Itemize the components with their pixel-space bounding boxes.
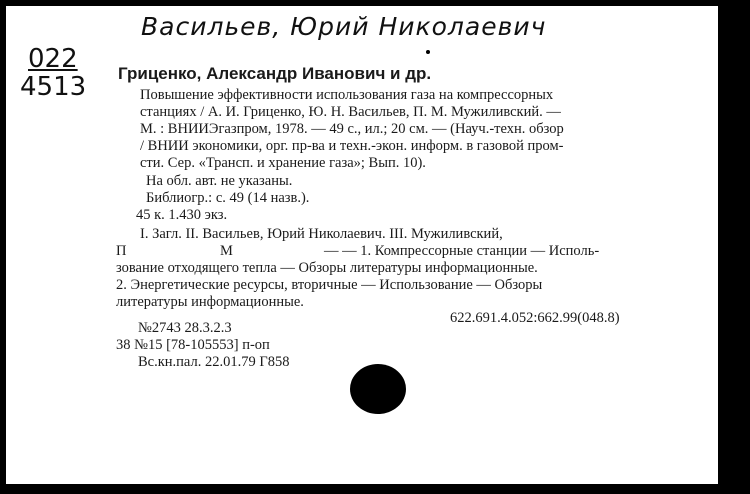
body-line-1: Повышение эффективности использования газа на компрессорных xyxy=(140,87,554,103)
udc-number: 622.691.4.052:662.99(048.8) xyxy=(450,310,620,326)
note-line-1: На обл. авт. не указаны. xyxy=(146,173,293,189)
tracing-line-2-rest: — — 1. Компрессорные станции — Исполь- xyxy=(324,243,600,259)
author-heading: Гриценко, Александр Иванович и др. xyxy=(118,64,432,83)
body-line-2: станциях / А. И. Гриценко, Ю. Н. Васильев, П. М. Мужиливский. — xyxy=(140,104,561,120)
catalog-card xyxy=(6,6,718,484)
punch-hole xyxy=(350,364,406,414)
note-line-3: 45 к. 1.430 экз. xyxy=(136,207,228,223)
body-line-3: М. : ВНИИЭгазпром, 1978. — 49 с., ил.; 20 см. — (Науч.-техн. обзор xyxy=(140,121,564,137)
call-number-top: 022 xyxy=(28,44,78,74)
tracing-line-2-m: М xyxy=(220,243,233,259)
body-line-4: / ВНИИ экономики, орг. пр-ва и техн.-экон. информ. в газовой пром- xyxy=(140,138,564,154)
tracing-line-2-p: П xyxy=(116,243,127,259)
tracing-line-5: литературы информационные. xyxy=(116,294,304,310)
tracing-line-4: 2. Энергетические ресурсы, вторичные — Использование — Обзоры xyxy=(116,277,543,293)
footer-line-1: №2743 28.3.2.3 xyxy=(138,320,232,336)
card-right-edge xyxy=(718,0,750,494)
body-line-5: сти. Сер. «Трансп. и хранение газа»; Вып. 10). xyxy=(140,155,426,171)
tracing-line-3: зование отходящего тепла — Обзоры литературы информационные. xyxy=(116,260,538,276)
call-number-bottom: 4513 xyxy=(20,72,87,102)
handwritten-name: Васильев, Юрий Николаевич xyxy=(141,12,547,41)
footer-line-3: Вс.кн.пал. 22.01.79 Г858 xyxy=(138,354,290,370)
note-line-2: Библиогр.: с. 49 (14 назв.). xyxy=(146,190,310,206)
tracing-line-1: I. Загл. II. Васильев, Юрий Николаевич. III. Мужиливский, xyxy=(140,226,503,242)
footer-line-2: 38 №15 [78-105553] п-оп xyxy=(116,337,270,353)
ink-dot xyxy=(426,50,430,54)
